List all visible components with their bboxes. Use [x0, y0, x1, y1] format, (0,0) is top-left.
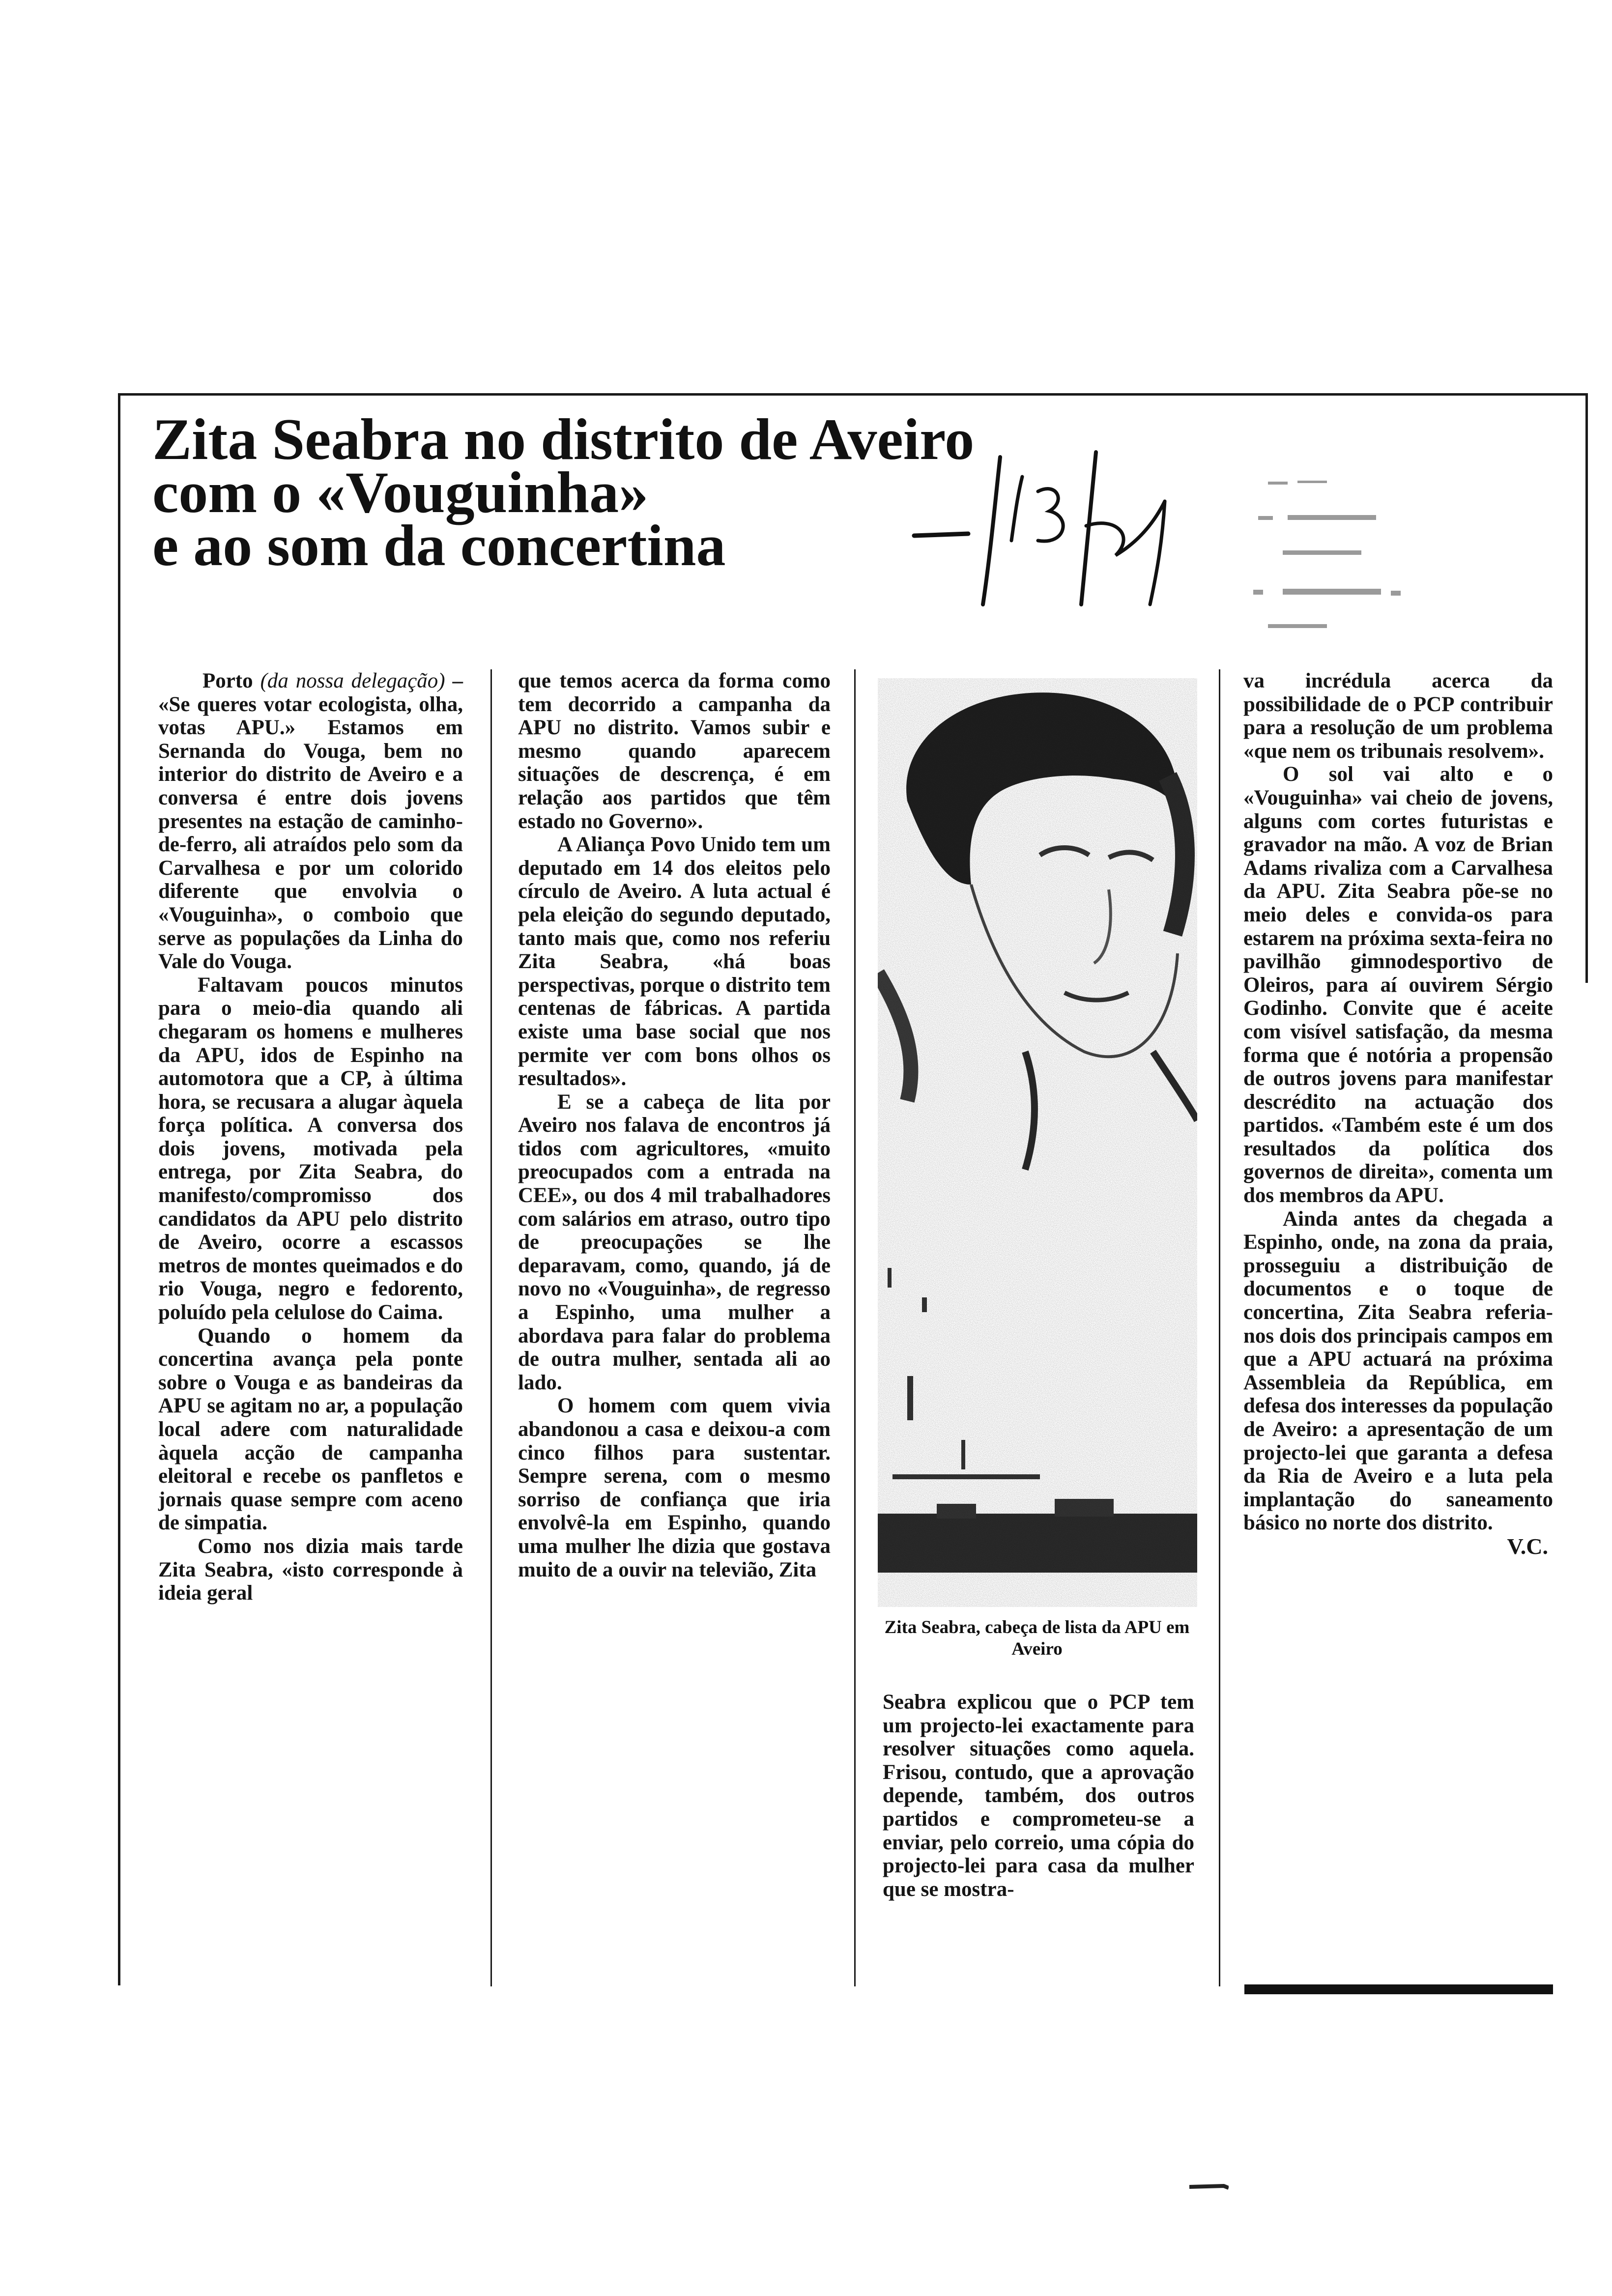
paragraph: Seabra explicou que o PCP tem um projecto-lei exactamente para resolver situações como aquela. Frisou, contudo, que a aprovação depende, também, dos outros partidos e comprometeu-se a enviar, pelo correio, uma cópia do projecto-lei para casa da mulher que se mostra- [883, 1691, 1194, 1901]
paragraph: Faltavam poucos minutos para o meio-dia quando ali chegaram os homens e mulheres da APU, idos de Espinho na automotora que a CP, à última hora, se recusara a alugar àquela força política. A conversa dos dois jovens, motivada pela entrega, por Zita Seabra, do manifesto/compromisso dos candidatos da APU pelo distrito de Aveiro, ocorre a escassos metros de montes queimados e do rio Vouga, negro e fedorento, poluído pela celulose do Caima. [158, 973, 463, 1324]
portrait-photo [878, 678, 1197, 1607]
article-column-1 [158, 669, 463, 1605]
paragraph: que temos acerca da forma como tem decorrido a campanha da APU no distrito. Vamos subir e mesmo quando aparecem situações de descrença, é em relação aos partidos que têm estado no Governo». [518, 669, 831, 833]
faded-stamp-mark [1238, 452, 1474, 639]
paragraph: O homem com quem vivia abandonou a casa e deixou-a com cinco filhos para sustentar. Sempre serena, com o mesmo sorriso de confiança que iria envolvê-la em Espinho, quando uma mulher lhe dizia que gostava muito de a ouvir na televião, Zita [518, 1394, 831, 1581]
dateline: Porto [202, 669, 253, 692]
frame-top-rule [118, 393, 1587, 396]
author-signature: V.C. [1507, 1533, 1548, 1559]
article-column-2 [518, 669, 831, 1581]
paragraph: va incrédula acerca da possibilidade de o PCP contribuir para a resolução de um problema «que nem os tribunais resolvem». [1243, 669, 1553, 763]
headline-line-1: Zita Seabra no distrito de Aveiro [152, 406, 975, 472]
paragraph: Ainda antes da chegada a Espinho, onde, na zona da praia, prosseguiu a distribuição de documentos e o toque de concertina, Zita Seabra referia-nos dois dos principais campos em que a APU actuará na próxima Assembleia da República, em defesa dos interesses da população de Aveiro: a apresentação de um projecto-lei que garanta a defesa da Ria de Aveiro e a luta pela implantação do saneamento básico no norte dos distrito. [1243, 1207, 1553, 1535]
paragraph-text: – «Se queres votar ecologista, olha, votas APU.» Estamos em Sernanda do Vouga, bem no interior do distrito de Aveiro e a conversa é entre dois jovens presentes na estação de caminho-de-ferro, ali atraídos pelo som da Carvalhesa e por um colorido diferente que envolvia o «Vouguinha», o comboio que serve as populações da Linha do Vale do Vouga. [158, 669, 463, 974]
paragraph: A Aliança Povo Unido tem um deputado em 14 dos eleitos pelo círculo de Aveiro. A luta actual é pela eleição do segundo deputado, tanto mais que, como nos referiu Zita Seabra, «há boas perspectivas, porque o distrito tem centenas de fábricas. A partida existe uma base social que nos permite ver com bons olhos os resultados». [518, 833, 831, 1091]
paragraph [158, 669, 463, 974]
frame-right-rule [1585, 393, 1588, 983]
dateline-source: (da nossa delegação) [260, 669, 445, 692]
end-rule [1244, 1984, 1553, 1994]
headline-line-3: e ao som da concertina [152, 513, 726, 578]
paragraph: E se a cabeça de lita por Aveiro nos falava de encontros já tidos com agricultores, «muito preocupados com a entrada na CEE», ou dos 4 mil trabalhadores com salários em atraso, outro tipo de preocupações se lhe deparavam, como, quando, já de novo no «Vouguinha», de regresso a Espinho, uma mulher a abordava para falar do problema de outra mulher, sentada ali ao lado. [518, 1090, 831, 1394]
frame-left-rule [118, 393, 120, 1985]
stray-mark [1189, 2182, 1229, 2192]
article-column-4 [1243, 669, 1553, 1558]
paragraph: Como nos dizia mais tarde Zita Seabra, «isto corresponde à ideia geral [158, 1534, 463, 1605]
article-column-3 [883, 1691, 1194, 1901]
column-rule-3 [1219, 669, 1220, 1986]
column-rule-2 [854, 669, 856, 1986]
paragraph: Quando o homem da concertina avança pela ponte sobre o Vouga e as bandeiras da APU se agitam no ar, a população local adere com naturalidade àquela acção de campanha eleitoral e recebe os panfletos e jornais quase sempre com aceno de simpatia. [158, 1324, 463, 1535]
headline-line-2: com o «Vouguinha» [152, 459, 649, 525]
paragraph: O sol vai alto e o «Vouguinha» vai cheio de jovens, alguns com cortes futuristas e gravador na mão. A voz de Brian Adams rivaliza com a Carvalhesa da APU. Zita Seabra põe-se no meio deles e convida-os para estarem na próxima sexta-feira no pavilhão gimnodesportivo de Oleiros, para aí ouvirem Sérgio Godinho. Convite que é aceite com visível satisfação, da mesma forma que é notória a propensão de outros jovens para manifestar descrédito na actuação dos partidos. «Também este é um dos resultados da política dos governos de direita», comenta um dos membros da APU. [1243, 763, 1553, 1207]
column-rule-1 [490, 669, 492, 1986]
handwritten-note [909, 442, 1204, 619]
photo-caption: Zita Seabra, cabeça de lista da APU em Aveiro [884, 1617, 1190, 1659]
